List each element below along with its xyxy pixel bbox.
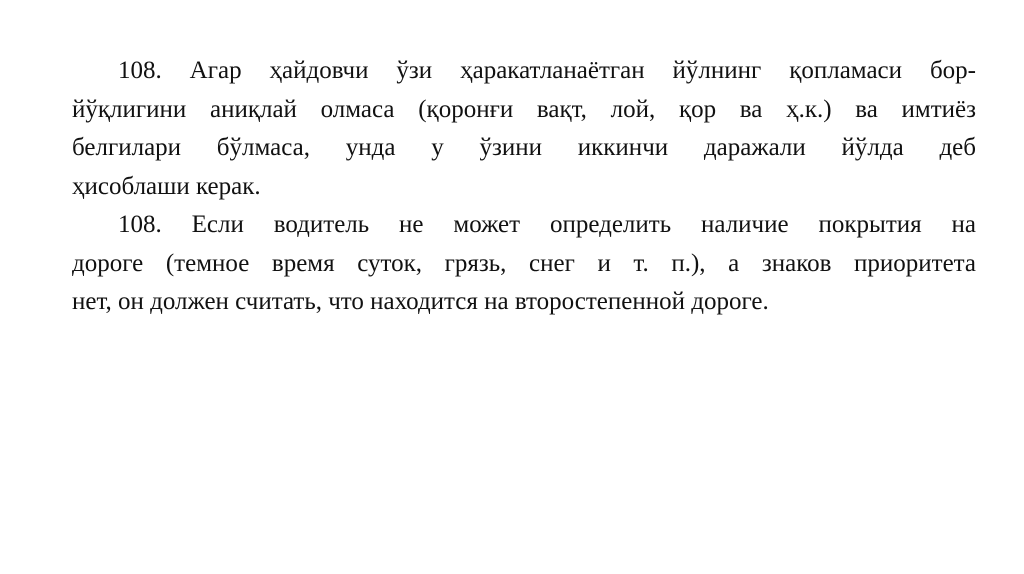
paragraph-uzbek [72,52,976,206]
paragraph-line: дороге (темное время суток, грязь, снег и т. п.), а знаков приоритета [72,249,976,277]
paragraph-russian [72,206,976,322]
paragraph-line: нет, он должен считать, что находится на второстепенной дороге. [72,288,769,315]
paragraph-line: 108. Если водитель не может определить наличие покрытия на [118,211,976,238]
paragraph-line: 108. Агар ҳайдовчи ўзи ҳаракатланаётган йўлнинг қопламаси бор- [118,57,976,84]
paragraph-line: йўқлигини аниқлай олмаса (қоронғи вақт, лой, қор ва ҳ.к.) ва имтиёз [72,95,976,123]
text-block [72,52,976,322]
paragraph-line: белгилари бўлмаса, унда у ўзини иккинчи даражали йўлда деб [72,134,976,161]
paragraph-line: ҳисоблаши керак. [72,172,261,200]
